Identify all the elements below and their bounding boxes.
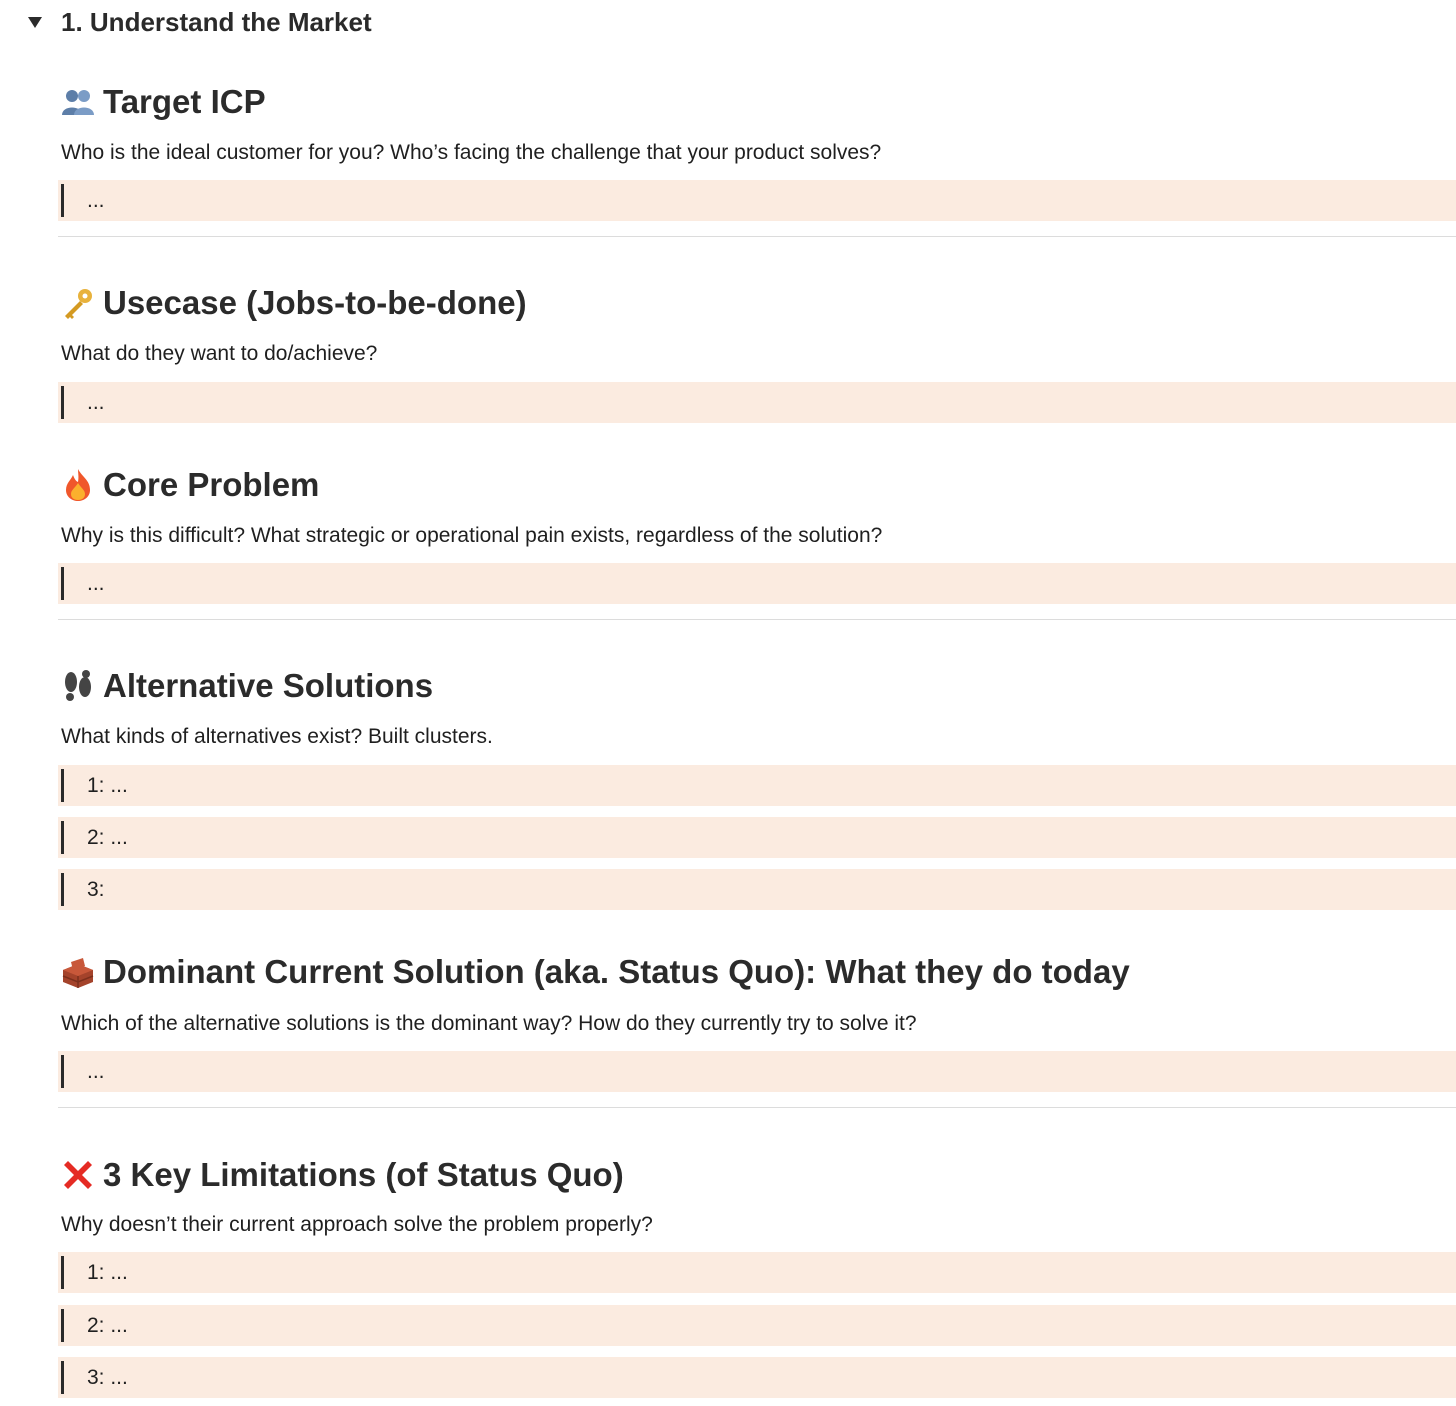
- answer-text[interactable]: ...: [87, 572, 105, 595]
- bricks-icon: [61, 955, 95, 989]
- toggle-title: 1. Understand the Market: [61, 7, 372, 37]
- prompt-text: Who is the ideal customer for you? Who’s facing the challenge that your product solves?: [61, 141, 882, 164]
- heading-alternative-solutions: [61, 664, 433, 708]
- cross-mark-icon: [61, 1158, 95, 1192]
- quote-bar: [61, 1361, 64, 1394]
- quote-bar: [61, 1055, 64, 1088]
- heading-title: Core Problem: [103, 466, 320, 503]
- prompt-text: What kinds of alternatives exist? Built clusters.: [61, 725, 493, 748]
- answer-text[interactable]: ...: [87, 189, 105, 212]
- heading-title: 3 Key Limitations (of Status Quo): [103, 1156, 624, 1193]
- answer-text[interactable]: 2: ...: [87, 826, 128, 849]
- prompt-text: Which of the alternative solutions is the dominant way? How do they currently try to solve it?: [61, 1012, 917, 1035]
- heading-title: Target ICP: [103, 83, 266, 120]
- prompt-text: Why is this difficult? What strategic or operational pain exists, regardless of the solution?: [61, 524, 883, 547]
- answer-text[interactable]: 1: ...: [87, 1261, 128, 1284]
- quote-bar: [61, 567, 64, 600]
- footprints-icon: [61, 669, 95, 703]
- heading-title: Alternative Solutions: [103, 667, 434, 704]
- answer-quote-block[interactable]: [58, 765, 1456, 806]
- answer-text[interactable]: 2: ...: [87, 1314, 128, 1337]
- quote-bar: [61, 386, 64, 419]
- heading-status-quo: [61, 950, 1130, 994]
- answer-quote-block[interactable]: [58, 180, 1456, 221]
- answer-quote-block[interactable]: [58, 1305, 1456, 1346]
- divider: [58, 619, 1456, 620]
- answer-text[interactable]: 3:: [87, 878, 105, 901]
- divider: [58, 1107, 1456, 1108]
- prompt-text: What do they want to do/achieve?: [61, 342, 378, 365]
- answer-quote-block[interactable]: [58, 1357, 1456, 1398]
- quote-bar: [61, 873, 64, 906]
- quote-bar: [61, 769, 64, 802]
- answer-quote-block[interactable]: [58, 382, 1456, 423]
- heading-title: Dominant Current Solution (aka. Status Quo): What they do today: [103, 953, 1130, 990]
- answer-text[interactable]: 1: ...: [87, 774, 128, 797]
- fire-icon: [61, 468, 95, 502]
- triangle-down-icon[interactable]: [28, 17, 42, 28]
- heading-core-problem: [61, 463, 319, 507]
- divider: [58, 236, 1456, 237]
- key-icon: [61, 286, 95, 320]
- heading-key-limitations: [61, 1153, 624, 1197]
- quote-bar: [61, 1256, 64, 1289]
- quote-bar: [61, 821, 64, 854]
- answer-quote-block[interactable]: [58, 563, 1456, 604]
- heading-target-icp: [61, 80, 266, 124]
- answer-text[interactable]: ...: [87, 391, 105, 414]
- heading-usecase: [61, 281, 527, 325]
- answer-quote-block[interactable]: [58, 1252, 1456, 1293]
- toggle-section-understand-market[interactable]: [0, 0, 1456, 50]
- answer-quote-block[interactable]: [58, 869, 1456, 910]
- busts-in-silhouette-icon: [61, 85, 95, 119]
- answer-text[interactable]: ...: [87, 1060, 105, 1083]
- answer-quote-block[interactable]: [58, 817, 1456, 858]
- prompt-text: Why doesn’t their current approach solve the problem properly?: [61, 1213, 653, 1236]
- quote-bar: [61, 1309, 64, 1342]
- answer-text[interactable]: 3: ...: [87, 1366, 128, 1389]
- heading-title: Usecase (Jobs-to-be-done): [103, 284, 527, 321]
- answer-quote-block[interactable]: [58, 1051, 1456, 1092]
- quote-bar: [61, 184, 64, 217]
